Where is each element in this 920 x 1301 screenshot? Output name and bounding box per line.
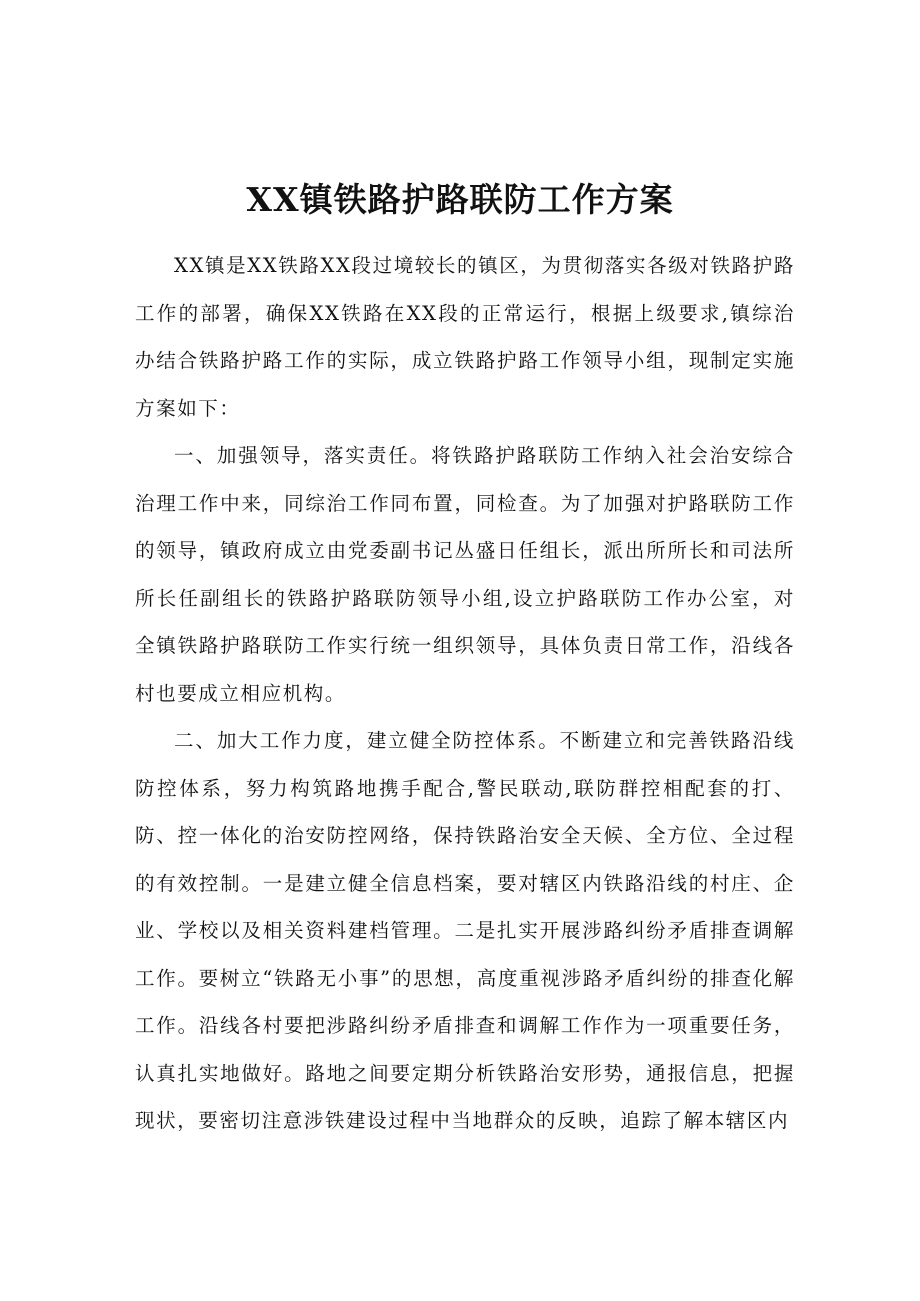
document-title: XX镇铁路护路联防工作方案 — [246, 180, 674, 219]
paragraph-section-2: 二、加大工作力度，建立健全防控体系。不断建立和完善铁路沿线防控体系，努力构筑路地携手配合,警民联动,联防群控相配套的打、防、控一体化的治安防控网络，保持铁路治安全天候、全方位、全过程的有效控制。一是建立健全信息档案，要对辖区内铁路沿线的村庄、企业、学校以及相关资料建档管理。二是扎实开展涉路纠纷矛盾排查调解工作。要树立“铁路无小事”的思想，高度重视涉路矛盾纠纷的排查化解工作。沿线各村要把涉路纠纷矛盾排查和调解工作作为一项重要任务，认真扎实地做好。路地之间要定期分析铁路治安形势，通报信息，把握现状，要密切注意涉铁建设过程中当地群众的反映，追踪了解本辖区内 — [135, 729, 795, 1132]
paragraph-intro: XX镇是XX铁路XX段过境较长的镇区，为贯彻落实各级对铁路护路工作的部署，确保XX铁路在XX段的正常运行，根据上级要求,镇综治办结合铁路护路工作的实际，成立铁路护路工作领导小组，现制定实施方案如下： — [135, 254, 795, 420]
paragraph-section-1: 一、加强领导，落实责任。将铁路护路联防工作纳入社会治安综合治理工作中来，同综治工作同布置，同检查。为了加强对护路联防工作的领导，镇政府成立由党委副书记丛盛日任组长，派出所所长和司法所所长任副组长的铁路护路联防领导小组,设立护路联防工作办公室，对全镇铁路护路联防工作实行统一组织领导，具体负责日常工作，沿线各村也要成立相应机构。 — [135, 444, 795, 705]
document-body — [135, 242, 795, 1145]
